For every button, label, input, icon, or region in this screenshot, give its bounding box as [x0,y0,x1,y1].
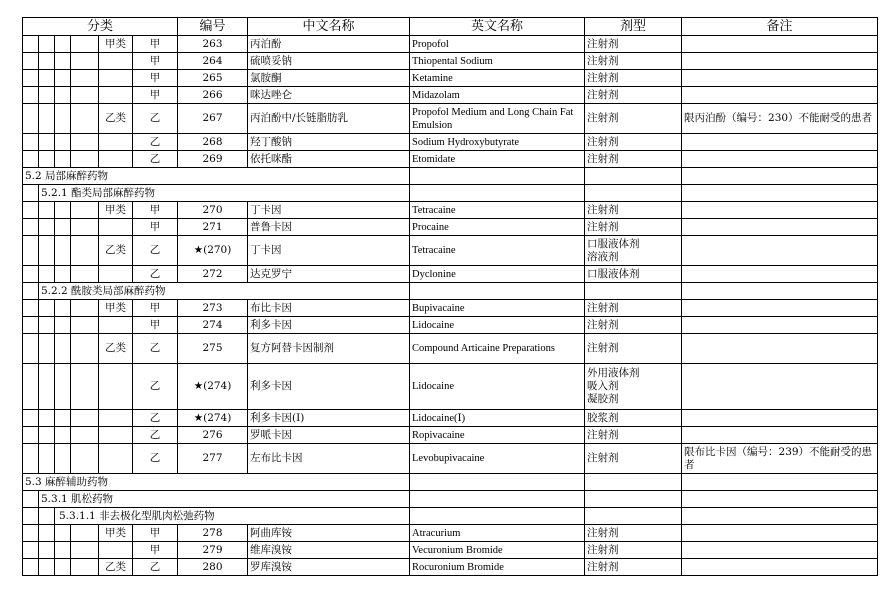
header-form: 剂型 [585,18,682,36]
indent-cell [71,151,99,168]
form-cell: 注射剂 [585,300,682,317]
indent-cell [23,185,39,202]
cn-name-cell: 硫喷妥钠 [248,53,410,70]
indent-cell [71,364,99,410]
table-row [23,36,878,53]
table-row [23,317,878,334]
class-cell [99,444,133,474]
table-row [23,334,878,364]
indent-cell [39,364,55,410]
empty-cell [682,508,878,525]
section-title: 5.3.1 肌松药物 [39,491,410,508]
code-cell: 272 [178,266,248,283]
grade-cell: 乙 [133,266,178,283]
indent-cell [39,334,55,364]
form-cell: 注射剂 [585,444,682,474]
indent-cell [23,317,39,334]
indent-cell [71,236,99,266]
grade-cell: 乙 [133,364,178,410]
cn-name-cell: 羟丁酸钠 [248,134,410,151]
indent-cell [23,525,39,542]
cn-name-cell: 达克罗宁 [248,266,410,283]
indent-cell [39,525,55,542]
indent-cell [23,134,39,151]
indent-cell [23,283,39,300]
remark-cell [682,317,878,334]
form-cell: 注射剂 [585,317,682,334]
cn-name-cell: 利多卡因 [248,364,410,410]
header-remark: 备注 [682,18,878,36]
indent-cell [55,236,71,266]
empty-cell [585,508,682,525]
indent-cell [55,542,71,559]
indent-cell [55,70,71,87]
indent-cell [23,70,39,87]
form-cell: 注射剂 [585,427,682,444]
en-name-cell: Compound Articaine Preparations [410,334,585,364]
form-cell: 注射剂 [585,53,682,70]
indent-cell [39,542,55,559]
code-cell: 270 [178,202,248,219]
section-row [23,168,878,185]
en-name-cell: Thiopental Sodium [410,53,585,70]
remark-cell [682,236,878,266]
indent-cell [23,334,39,364]
grade-cell: 甲 [133,87,178,104]
class-cell: 乙类 [99,559,133,576]
indent-cell [39,36,55,53]
cn-name-cell: 罗库溴铵 [248,559,410,576]
code-cell: 279 [178,542,248,559]
en-name-cell: Sodium Hydroxybutyrate [410,134,585,151]
code-cell: 273 [178,300,248,317]
empty-cell [410,474,585,491]
form-cell: 注射剂 [585,134,682,151]
indent-cell [23,87,39,104]
remark-cell [682,36,878,53]
remark-cell [682,70,878,87]
remark-cell: 限丙泊酚（编号：230）不能耐受的患者 [682,104,878,134]
form-cell: 口服液体剂 溶液剂 [585,236,682,266]
grade-cell: 乙 [133,444,178,474]
cn-name-cell: 维库溴铵 [248,542,410,559]
table-row [23,87,878,104]
code-cell: 280 [178,559,248,576]
indent-cell [23,36,39,53]
class-cell: 甲类 [99,525,133,542]
code-cell: 263 [178,36,248,53]
section-title: 5.2 局部麻醉药物 [23,168,410,185]
class-cell: 乙类 [99,104,133,134]
cn-name-cell: 普鲁卡因 [248,219,410,236]
class-cell [99,410,133,427]
header-cn-name: 中文名称 [248,18,410,36]
indent-cell [39,236,55,266]
class-cell: 甲类 [99,300,133,317]
indent-cell [23,219,39,236]
header-row [23,18,878,36]
indent-cell [23,559,39,576]
class-cell [99,542,133,559]
cn-name-cell: 左布比卡因 [248,444,410,474]
empty-cell [682,185,878,202]
en-name-cell: Propofol [410,36,585,53]
code-cell: ★(274) [178,364,248,410]
empty-cell [682,283,878,300]
cn-name-cell: 依托咪酯 [248,151,410,168]
empty-cell [410,185,585,202]
indent-cell [71,70,99,87]
indent-cell [55,559,71,576]
indent-cell [55,525,71,542]
cn-name-cell: 布比卡因 [248,300,410,317]
indent-cell [23,410,39,427]
indent-cell [55,266,71,283]
indent-cell [55,364,71,410]
form-cell: 注射剂 [585,70,682,87]
grade-cell: 甲 [133,317,178,334]
code-cell: 269 [178,151,248,168]
class-cell [99,134,133,151]
grade-cell: 乙 [133,236,178,266]
form-cell: 注射剂 [585,525,682,542]
indent-cell [55,134,71,151]
drug-catalog-table [22,17,878,576]
code-cell: 265 [178,70,248,87]
en-name-cell: Dyclonine [410,266,585,283]
cn-name-cell: 利多卡因(Ⅰ) [248,410,410,427]
class-cell [99,266,133,283]
indent-cell [71,427,99,444]
table-row [23,559,878,576]
table-row [23,151,878,168]
indent-cell [55,202,71,219]
grade-cell: 乙 [133,334,178,364]
indent-cell [55,317,71,334]
section-title: 5.2.2 酰胺类局部麻醉药物 [39,283,410,300]
form-cell: 口服液体剂 [585,266,682,283]
indent-cell [23,491,39,508]
cn-name-cell: 利多卡因 [248,317,410,334]
table-row [23,219,878,236]
form-cell: 注射剂 [585,151,682,168]
indent-cell [55,300,71,317]
section-row [23,283,878,300]
grade-cell: 乙 [133,410,178,427]
indent-cell [23,236,39,266]
grade-cell: 甲 [133,36,178,53]
empty-cell [410,508,585,525]
indent-cell [71,300,99,317]
cn-name-cell: 复方阿替卡因制剂 [248,334,410,364]
en-name-cell: Tetracaine [410,202,585,219]
indent-cell [23,508,39,525]
empty-cell [585,474,682,491]
indent-cell [71,559,99,576]
remark-cell [682,427,878,444]
section-title: 5.3 麻醉辅助药物 [23,474,410,491]
remark-cell [682,364,878,410]
indent-cell [71,53,99,70]
indent-cell [39,559,55,576]
form-cell: 注射剂 [585,87,682,104]
empty-cell [410,283,585,300]
grade-cell: 甲 [133,300,178,317]
class-cell: 乙类 [99,334,133,364]
indent-cell [23,202,39,219]
en-name-cell: Atracurium [410,525,585,542]
indent-cell [39,444,55,474]
section-row [23,185,878,202]
grade-cell: 甲 [133,202,178,219]
indent-cell [23,151,39,168]
empty-cell [585,168,682,185]
remark-cell [682,542,878,559]
en-name-cell: Vecuronium Bromide [410,542,585,559]
empty-cell [410,491,585,508]
en-name-cell: Tetracaine [410,236,585,266]
remark-cell [682,410,878,427]
remark-cell [682,559,878,576]
indent-cell [71,87,99,104]
indent-cell [71,334,99,364]
class-cell: 甲类 [99,202,133,219]
indent-cell [39,508,55,525]
indent-cell [23,53,39,70]
header-category: 分类 [23,18,178,36]
grade-cell: 甲 [133,542,178,559]
indent-cell [23,104,39,134]
remark-cell [682,151,878,168]
code-cell: 275 [178,334,248,364]
en-name-cell: Rocuronium Bromide [410,559,585,576]
grade-cell: 乙 [133,559,178,576]
table-row [23,364,878,410]
class-cell [99,427,133,444]
grade-cell: 乙 [133,104,178,134]
en-name-cell: Levobupivacaine [410,444,585,474]
class-cell [99,219,133,236]
indent-cell [71,219,99,236]
class-cell [99,364,133,410]
code-cell: 268 [178,134,248,151]
header-en-name: 英文名称 [410,18,585,36]
remark-cell [682,266,878,283]
empty-cell [682,474,878,491]
table-row [23,266,878,283]
section-title: 5.2.1 酯类局部麻醉药物 [39,185,410,202]
form-cell: 注射剂 [585,542,682,559]
indent-cell [55,151,71,168]
indent-cell [39,151,55,168]
remark-cell [682,134,878,151]
cn-name-cell: 氯胺酮 [248,70,410,87]
code-cell: ★(270) [178,236,248,266]
table-row [23,410,878,427]
code-cell: 274 [178,317,248,334]
form-cell: 注射剂 [585,202,682,219]
remark-cell: 限布比卡因（编号：239）不能耐受的患者 [682,444,878,474]
empty-cell [585,283,682,300]
en-name-cell: Ropivacaine [410,427,585,444]
remark-cell [682,525,878,542]
cn-name-cell: 罗哌卡因 [248,427,410,444]
indent-cell [71,134,99,151]
form-cell: 注射剂 [585,219,682,236]
indent-cell [23,542,39,559]
cn-name-cell: 丁卡因 [248,236,410,266]
form-cell: 注射剂 [585,334,682,364]
code-cell: 266 [178,87,248,104]
empty-cell [410,168,585,185]
code-cell: 271 [178,219,248,236]
en-name-cell: Midazolam [410,87,585,104]
indent-cell [71,202,99,219]
class-cell [99,53,133,70]
indent-cell [39,410,55,427]
en-name-cell: Propofol Medium and Long Chain Fat Emulsion [410,104,585,134]
indent-cell [55,444,71,474]
indent-cell [23,427,39,444]
table-row [23,542,878,559]
table-body [23,36,878,576]
table-row [23,444,878,474]
class-cell: 甲类 [99,36,133,53]
indent-cell [39,87,55,104]
indent-cell [39,427,55,444]
indent-cell [55,410,71,427]
en-name-cell: Ketamine [410,70,585,87]
indent-cell [71,444,99,474]
table-row [23,70,878,87]
grade-cell: 乙 [133,427,178,444]
remark-cell [682,87,878,104]
section-row [23,508,878,525]
grade-cell: 甲 [133,525,178,542]
en-name-cell: Lidocaine(Ⅰ) [410,410,585,427]
grade-cell: 甲 [133,53,178,70]
class-cell [99,317,133,334]
cn-name-cell: 咪达唑仑 [248,87,410,104]
remark-cell [682,202,878,219]
header-code: 编号 [178,18,248,36]
indent-cell [23,444,39,474]
form-cell: 胶浆剂 [585,410,682,427]
indent-cell [71,36,99,53]
cn-name-cell: 丙泊酚 [248,36,410,53]
class-cell [99,87,133,104]
code-cell: ★(274) [178,410,248,427]
table-row [23,525,878,542]
table-row [23,202,878,219]
code-cell: 278 [178,525,248,542]
empty-cell [682,168,878,185]
indent-cell [39,266,55,283]
section-row [23,491,878,508]
indent-cell [71,266,99,283]
code-cell: 277 [178,444,248,474]
empty-cell [682,491,878,508]
indent-cell [39,300,55,317]
indent-cell [55,87,71,104]
remark-cell [682,53,878,70]
empty-cell [585,185,682,202]
cn-name-cell: 丁卡因 [248,202,410,219]
indent-cell [39,317,55,334]
remark-cell [682,300,878,317]
indent-cell [23,300,39,317]
en-name-cell: Lidocaine [410,317,585,334]
indent-cell [23,364,39,410]
grade-cell: 甲 [133,70,178,87]
code-cell: 267 [178,104,248,134]
grade-cell: 甲 [133,219,178,236]
en-name-cell: Lidocaine [410,364,585,410]
indent-cell [39,70,55,87]
indent-cell [55,334,71,364]
cn-name-cell: 阿曲库铵 [248,525,410,542]
table-row [23,53,878,70]
section-row [23,474,878,491]
indent-cell [71,317,99,334]
code-cell: 264 [178,53,248,70]
indent-cell [23,266,39,283]
remark-cell [682,219,878,236]
indent-cell [55,36,71,53]
table-row [23,134,878,151]
table-row [23,427,878,444]
en-name-cell: Etomidate [410,151,585,168]
class-cell [99,70,133,87]
remark-cell [682,334,878,364]
indent-cell [55,104,71,134]
indent-cell [39,202,55,219]
indent-cell [55,53,71,70]
indent-cell [55,219,71,236]
indent-cell [71,542,99,559]
grade-cell: 乙 [133,134,178,151]
empty-cell [585,491,682,508]
form-cell: 注射剂 [585,36,682,53]
class-cell: 乙类 [99,236,133,266]
table-row [23,236,878,266]
indent-cell [55,427,71,444]
code-cell: 276 [178,427,248,444]
form-cell: 注射剂 [585,104,682,134]
indent-cell [39,53,55,70]
indent-cell [71,104,99,134]
section-title: 5.3.1.1 非去极化型肌肉松弛药物 [55,508,410,525]
indent-cell [39,219,55,236]
cn-name-cell: 丙泊酚中/长链脂肪乳 [248,104,410,134]
en-name-cell: Procaine [410,219,585,236]
indent-cell [71,525,99,542]
table-row [23,300,878,317]
form-cell: 外用液体剂 吸入剂 凝胶剂 [585,364,682,410]
table-row [23,104,878,134]
class-cell [99,151,133,168]
indent-cell [39,104,55,134]
grade-cell: 乙 [133,151,178,168]
indent-cell [39,134,55,151]
en-name-cell: Bupivacaine [410,300,585,317]
form-cell: 注射剂 [585,559,682,576]
indent-cell [71,410,99,427]
